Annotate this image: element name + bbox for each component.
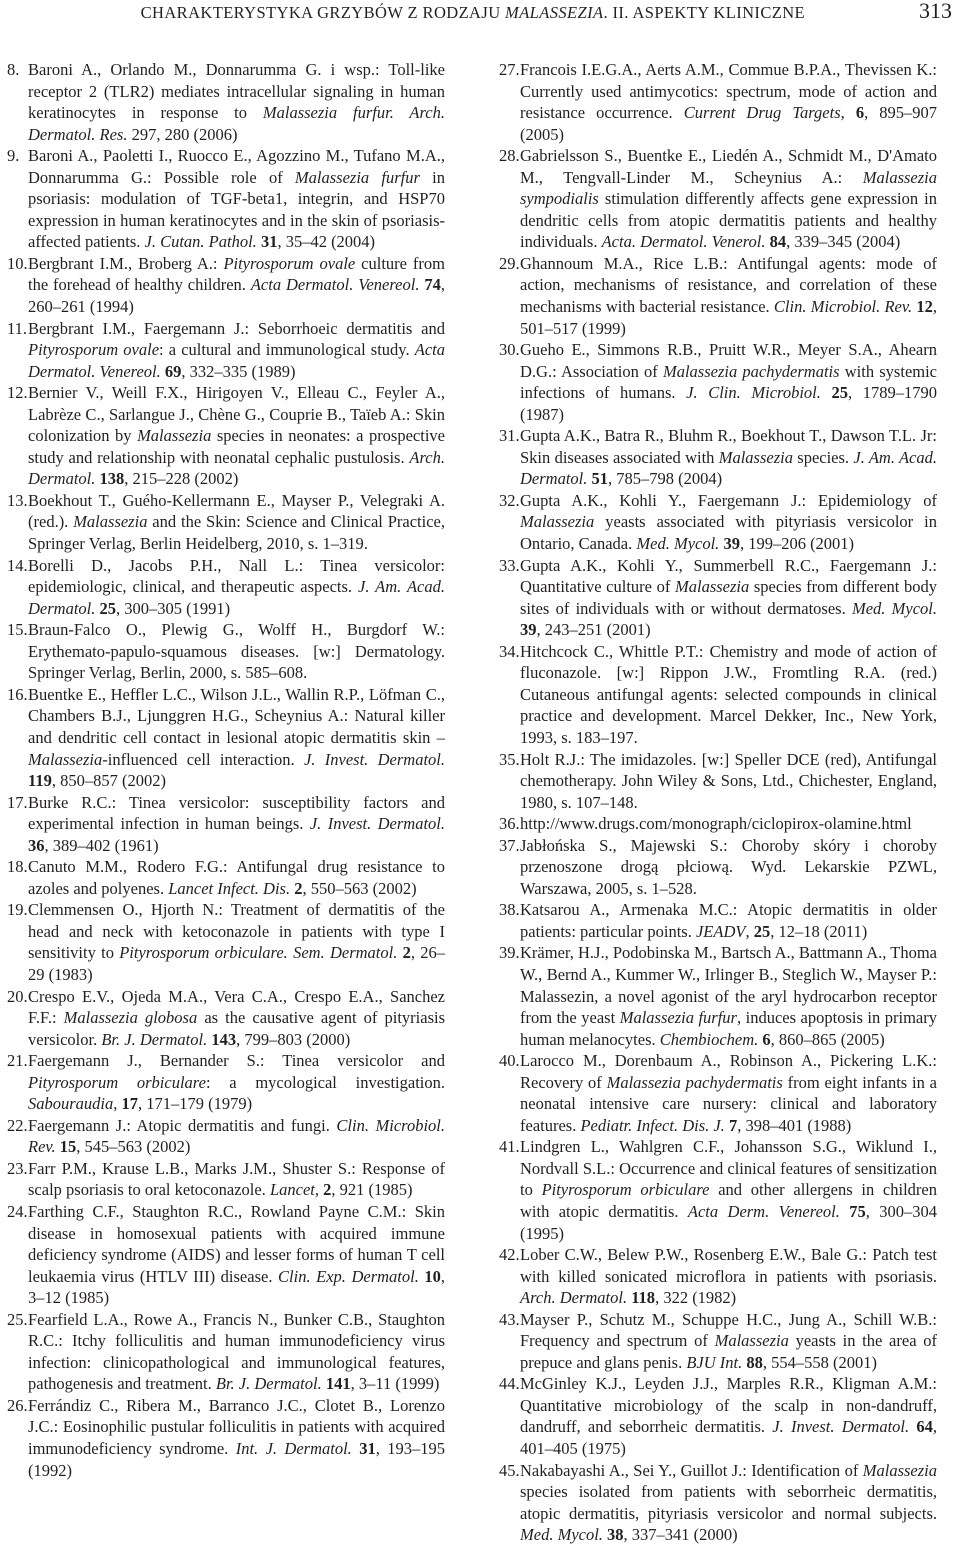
reference-entry	[499, 1460, 937, 1546]
reference-entry	[499, 145, 937, 253]
reference-text: Katsarou A., Armenaka M.C.: Atopic dermatitis in older patients: particular points. JEADV, 25, 12–18 (2011)	[520, 900, 937, 941]
reference-text: Gabrielsson S., Buentke E., Liedén A., Schmidt M., D'Amato M., Tengvall-Linder M., Scheynius A.: Malassezia sympodialis stimulation differently affects gene expression in dendritic cells from atopic dermatitis patients and healthy individuals. Acta. Dermatol. Venerol. 84, 339–345 (2004)	[520, 146, 937, 252]
reference-number: 25.	[7, 1309, 28, 1329]
reference-text: Faergemann J.: Atopic dermatitis and fungi. Clin. Microbiol. Rev. 15, 545–563 (2002)	[28, 1115, 446, 1157]
reference-text: Lindgren L., Wahlgren C.F., Johansson S.G., Wiklund I., Nordvall S.L.: Occurrence and clinical features of sensitization to Pityrosporum orbiculare and other allergens in children with atopic dermatitis. Acta Derm. Venereol. 75, 300–304 (1995)	[520, 1137, 938, 1243]
reference-entry	[499, 1309, 937, 1374]
reference-entry	[7, 1309, 445, 1395]
reference-entry	[7, 145, 445, 253]
running-title-genus: MALASSEZIA	[505, 3, 604, 22]
reference-entry	[7, 382, 445, 490]
reference-text: Gupta A.K., Batra R., Bluhm R., Boekhout T., Dawson T.L. Jr: Skin diseases associated with Malassezia species. J. Am. Acad. Dermatol. 51, 785–798 (2004)	[520, 426, 937, 489]
reference-entry	[499, 1136, 937, 1244]
reference-text: Gueho E., Simmons R.B., Pruitt W.R., Meyer S.A., Ahearn D.G.: Association of Malassezia pachydermatis with systemic infections of humans. J. Clin. Microbiol. 25, 1789–1790 (1987)	[520, 340, 938, 424]
reference-text: Crespo E.V., Ojeda M.A., Vera C.A., Crespo E.A., Sanchez F.F.: Malassezia globosa as the causative agent of pityriasis versicolor. Br. J. Dermatol. 143, 799–803 (2000)	[28, 986, 445, 1049]
reference-entry	[499, 942, 937, 1050]
reference-entry	[499, 813, 937, 835]
reference-number: 18.	[7, 857, 28, 877]
reference-text: Buentke E., Heffler L.C., Wilson J.L., Wallin R.P., Löfman C., Chambers B.J., Ljunggren H.G., Scheynius A.: Natural killer and dendritic cell contact in lesional atopic dermatitis skin – Malassezia-influenced cell interaction. J. Invest. Dermatol. 119, 850–857 (2002)	[28, 684, 446, 791]
reference-entry	[7, 59, 445, 145]
reference-number: 40.	[499, 1051, 520, 1071]
reference-number: 33.	[499, 555, 520, 575]
reference-entry	[7, 490, 445, 555]
reference-text: Bernier V., Weill F.X., Hirigoyen V., Elleau C., Feyler A., Labrèze C., Sarlangue J., Chène G., Couprie B., Taïeb A.: Skin colonization by Malassezia species in neonates: a prospective study and relationship with neonatal cephalic pustulosis. Arch. Dermatol. 138, 215–228 (2002)	[28, 383, 445, 489]
reference-text: Ferrándiz C., Ribera M., Barranco J.C., Clotet B., Lorenzo J.C.: Eosinophilic pustular folliculitis in patients with acquired immunodeficiency syndrome. Int. J. Dermatol. 31, 193–195 (1992)	[28, 1395, 445, 1480]
reference-entry	[7, 1158, 445, 1201]
reference-entry	[499, 59, 937, 145]
reference-entry	[499, 339, 937, 425]
reference-number: 13.	[7, 490, 28, 510]
reference-text: Baroni A., Paoletti I., Ruocco E., Agozzino M., Tufano M.A., Donnarumma G.: Possible role of Malassezia furfur in psoriasis: modulation of TGF-beta1, integrin, and HSP70 expression in human keratinocytes and in the skin of psoriasis-affected patients. J. Cutan. Pathol. 31, 35–42 (2004)	[28, 146, 445, 252]
reference-text: Nakabayashi A., Sei Y., Guillot J.: Identification of Malassezia species isolated from patients with seborrheic dermatitis, atopic dermatitis, pityriasis versicolor and normal subjects. Med. Mycol. 38, 337–341 (2000)	[520, 1460, 937, 1545]
reference-text: Fearfield L.A., Rowe A., Francis N., Bunker C.B., Staughton R.C.: Itchy folliculitis and human immunodeficiency virus infection: clinicopathological and immunological features, pathogenesis and treatment. Br. J. Dermatol. 141, 3–11 (1999)	[28, 1309, 445, 1394]
reference-number: 12.	[7, 383, 28, 403]
reference-text: Farthing C.F., Staughton R.C., Rowland Payne C.M.: Skin disease in homosexual patients with acquired immune deficiency syndrome (AIDS) and lesser forms of human T cell leukaemia virus (HTLV III) disease. Clin. Exp. Dermatol. 10, 3–12 (1985)	[28, 1201, 446, 1308]
reference-number: 45.	[499, 1460, 520, 1480]
reference-text: Bergbrant I.M., Broberg A.: Pityrosporum ovale culture from the forehead of healthy children. Acta Dermatol. Venereol. 74, 260–261 (1994)	[28, 253, 445, 317]
reference-text: http://www.drugs.com/monograph/ciclopirox-olamine.html	[520, 814, 912, 834]
reference-number: 23.	[7, 1158, 28, 1178]
reference-text: Clemmensen O., Hjorth N.: Treatment of dermatitis of the head and neck with ketoconazole in patients with type I sensitivity to Pityrosporum orbiculare. Sem. Dermatol. 2, 26–29 (1983)	[28, 900, 446, 984]
reference-number: 35.	[499, 749, 520, 769]
reference-entry	[7, 899, 445, 985]
reference-number: 19.	[7, 900, 28, 920]
reference-entry	[499, 253, 937, 339]
reference-number: 16.	[7, 684, 28, 704]
reference-number: 10.	[7, 253, 28, 273]
reference-entry	[499, 1373, 937, 1459]
reference-text: Jabłońska S., Majewski S.: Choroby skóry i choroby przenoszone drogą płciową. Wyd. Lekarskie PZWL, Warszawa, 2005, s. 1–528.	[520, 835, 937, 898]
reference-entry	[499, 835, 937, 900]
reference-entry	[7, 253, 445, 318]
reference-entry	[499, 641, 937, 749]
reference-text: Burke R.C.: Tinea versicolor: susceptibility factors and experimental infection in human beings. J. Invest. Dermatol. 36, 389–402 (1961)	[28, 792, 446, 855]
reference-entry	[499, 1050, 937, 1136]
reference-entry	[7, 619, 445, 684]
reference-entry	[7, 1201, 445, 1309]
reference-text: Gupta A.K., Kohli Y., Faergemann J.: Epidemiology of Malassezia yeasts associated with pityriasis versicolor in Ontario, Canada. Med. Mycol. 39, 199–206 (2001)	[520, 490, 937, 554]
reference-number: 20.	[7, 986, 28, 1006]
reference-entry	[7, 684, 445, 792]
reference-text: Borelli D., Jacobs P.H., Nall L.: Tinea versicolor: epidemiologic, clinical, and therapeutic aspects. J. Am. Acad. Dermatol. 25, 300–305 (1991)	[28, 555, 446, 618]
reference-text: Holt R.J.: The imidazoles. [w:] Speller DCE (red), Antifungal chemotherapy. John Wiley & Sons, Ltd., Chichester, England, 1980, s. 107–148.	[520, 749, 937, 812]
reference-number: 27.	[499, 60, 520, 79]
reference-entry	[499, 555, 937, 641]
reference-list-left-column	[7, 59, 445, 1481]
reference-number: 15.	[7, 620, 28, 640]
reference-number: 37.	[499, 835, 520, 855]
reference-entry	[7, 986, 445, 1051]
reference-entry	[7, 792, 445, 857]
reference-text: Boekhout T., Guého-Kellermann E., Mayser P., Velegraki A. (red.). Malassezia and the Skin: Science and Clinical Practice, Springer Verlag, Berlin Heidelberg, 2010, s. 1–319.	[28, 490, 446, 554]
reference-entry	[499, 899, 937, 942]
reference-number: 8.	[7, 60, 20, 79]
reference-entry	[7, 318, 445, 383]
reference-entry	[7, 555, 445, 620]
reference-text: Faergemann J., Bernander S.: Tinea versicolor and Pityrosporum orbiculare: a mycological investigation. Sabouraudia, 17, 171–179 (1979)	[28, 1051, 445, 1114]
reference-number: 44.	[499, 1374, 520, 1394]
reference-text: Braun-Falco O., Plewig G., Wolff H., Burgdorf W.: Erythemato-papulo-squamous diseases. [w:] Dermatology. Springer Verlag, Berlin, 2000, s. 585–608.	[28, 620, 445, 683]
reference-text: Hitchcock C., Whittle P.T.: Chemistry and mode of action of fluconazole. [w:] Rippon J.W., Fromtling R.A. (red.) Cutaneous antifungal agents: selected compounds in clinical practice and development. Marcel Dekker, Inc., New York, 1993, s. 183–197.	[520, 641, 937, 747]
reference-number: 39.	[499, 943, 520, 963]
reference-number: 9.	[7, 146, 20, 166]
reference-text: Lober C.W., Belew P.W., Rosenberg E.W., Bale G.: Patch test with killed sonicated microflora in patients with psoriasis. Arch. Dermatol. 118, 322 (1982)	[520, 1245, 937, 1308]
reference-number: 24.	[7, 1201, 28, 1221]
reference-number: 41.	[499, 1137, 520, 1157]
reference-number: 30.	[499, 340, 520, 360]
running-header	[0, 0, 960, 30]
reference-number: 11.	[7, 318, 28, 338]
reference-number: 29.	[499, 253, 520, 273]
running-title-suffix: . II. ASPEKTY KLINICZNE	[603, 3, 805, 22]
reference-text: Krämer, H.J., Podobinska M., Bartsch A., Battmann A., Thoma W., Bernd A., Kummer W., Irlinger B., Steglich W., Mayser P.: Malassezin, a novel agonist of the aryl hydrocarbon receptor from the yeast Malassezia furfur, induces apoptosis in primary human melanocytes. Chembiochem. 6, 860–865 (2005)	[520, 943, 937, 1049]
reference-number: 22.	[7, 1115, 28, 1135]
reference-entry	[7, 1395, 445, 1481]
running-title-prefix: CHARAKTERYSTYKA GRZYBÓW Z RODZAJU	[140, 3, 506, 22]
reference-text: Farr P.M., Krause L.B., Marks J.M., Shuster S.: Response of scalp psoriasis to oral ketoconazole. Lancet, 2, 921 (1985)	[28, 1158, 445, 1200]
page-number: 313	[919, 0, 952, 23]
reference-text: McGinley K.J., Leyden J.J., Marples R.R., Kligman A.M.: Quantitative microbiology of the scalp in non-dandruff, dandruff, and seborrheic dermatitis. J. Invest. Dermatol. 64, 401–405 (1975)	[520, 1374, 937, 1458]
reference-number: 28.	[499, 146, 520, 166]
reference-text: Baroni A., Orlando M., Donnarumma G. i wsp.: Toll-like receptor 2 (TLR2) mediates intracellular signaling in human keratinocytes in response to Malassezia furfur. Arch. Dermatol. Res. 297, 280 (2006)	[28, 60, 445, 144]
reference-number: 26.	[7, 1395, 28, 1415]
reference-text: Francois I.E.G.A., Aerts A.M., Commue B.P.A., Thevissen K.: Currently used antimycotics: spectrum, mode of action and resistance occurrence. Current Drug Targets, 6, 895–907 (2005)	[520, 60, 938, 144]
reference-text: Canuto M.M., Rodero F.G.: Antifungal drug resistance to azoles and polyenes. Lancet Infect. Dis. 2, 550–563 (2002)	[28, 857, 445, 898]
reference-text: Mayser P., Schutz M., Schuppe H.C., Jung A., Schill W.B.: Frequency and spectrum of Malassezia yeasts in the area of prepuce and glans penis. BJU Int. 88, 554–558 (2001)	[520, 1309, 937, 1372]
reference-entry	[7, 856, 445, 899]
reference-number: 36.	[499, 814, 520, 834]
reference-entry	[499, 749, 937, 814]
reference-number: 42.	[499, 1245, 520, 1265]
reference-number: 17.	[7, 792, 28, 812]
reference-entry	[499, 1244, 937, 1309]
reference-entry	[499, 425, 937, 490]
reference-number: 34.	[499, 641, 520, 661]
running-title	[141, 3, 805, 23]
reference-entry	[7, 1115, 445, 1158]
reference-entry	[7, 1050, 445, 1115]
reference-text: Bergbrant I.M., Faergemann J.: Seborrhoeic dermatitis and Pityrosporum ovale: a cultural and immunological study. Acta Dermatol. Venereol. 69, 332–335 (1989)	[28, 318, 446, 381]
reference-text: Larocco M., Dorenbaum A., Robinson A., Pickering L.K.: Recovery of Malassezia pachydermatis from eight infants in a neonatal intensive care nursery: clinical and laboratory features. Pediatr. Infect. Dis. J. 7, 398–401 (1988)	[520, 1051, 937, 1135]
reference-entry	[499, 490, 937, 555]
reference-number: 21.	[7, 1051, 28, 1071]
reference-list-right-column	[499, 59, 937, 1546]
reference-text: Ghannoum M.A., Rice L.B.: Antifungal agents: mode of action, mechanisms of resistance, and correlation of these mechanisms with bacterial resistance. Clin. Microbiol. Rev. 12, 501–517 (1999)	[520, 253, 937, 338]
reference-number: 43.	[499, 1309, 520, 1329]
reference-number: 31.	[499, 426, 520, 446]
reference-number: 38.	[499, 900, 520, 920]
reference-number: 14.	[7, 555, 28, 575]
reference-number: 32.	[499, 490, 520, 510]
reference-text: Gupta A.K., Kohli Y., Summerbell R.C., Faergemann J.: Quantitative culture of Malassezia species from different body sites of individuals with or without dermatoses. Med. Mycol. 39, 243–251 (2001)	[520, 555, 938, 640]
